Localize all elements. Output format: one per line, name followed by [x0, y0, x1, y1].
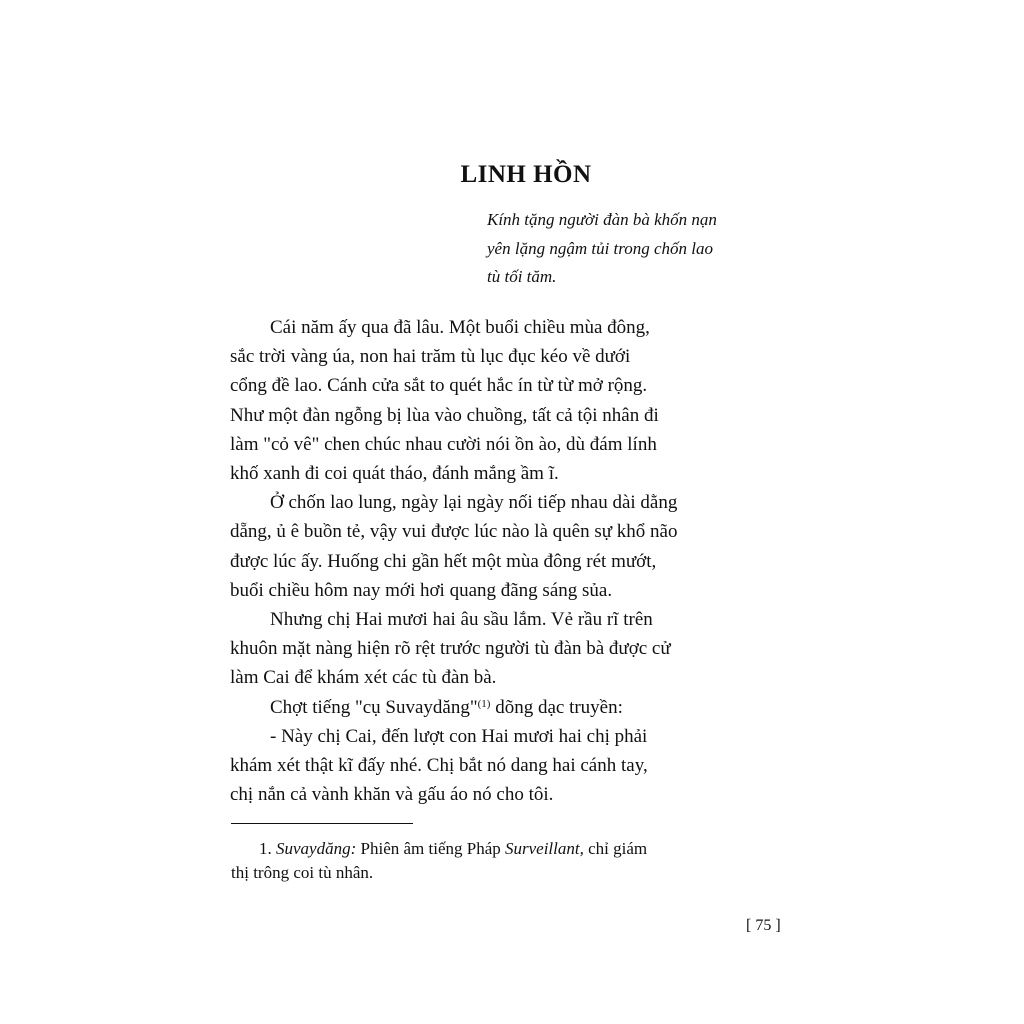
paragraph-line: chị nắn cả vành khăn và gấu áo nó cho tôi. — [230, 784, 554, 806]
epigraph — [487, 206, 827, 292]
paragraph-line: Như một đàn ngỗng bị lùa vào chuồng, tất cả tội nhân đi — [230, 404, 659, 426]
paragraph-line: - Này chị Cai, đến lượt con Hai mươi hai chị phải — [270, 725, 648, 747]
paragraph-line: được lúc ấy. Huống chi gần hết một mùa đông rét mướt, — [230, 550, 657, 572]
paragraph-line: khố xanh đi coi quát tháo, đánh mắng ầm ĩ. — [230, 463, 559, 485]
paragraph-line: làm Cai để khám xét các tù đàn bà. — [230, 667, 497, 689]
chapter-title: LINH HỒN — [460, 160, 592, 188]
footnote-marker: (1) — [477, 697, 491, 710]
epigraph-line: Kính tặng người đàn bà khốn nạn — [487, 210, 717, 229]
paragraph-line: Ở chốn lao lung, ngày lại ngày nối tiếp nhau dài dằng — [270, 492, 678, 514]
footnote-text: Phiên âm tiếng Pháp — [356, 839, 505, 858]
footnote-line: thị trông coi tù nhân. — [231, 863, 374, 882]
line-text: Chợt tiếng "cụ Suvaydăng" — [270, 696, 478, 718]
footnote-text: chỉ giám — [583, 839, 648, 858]
paragraph-line: cổng đề lao. Cánh cửa sắt to quét hắc ín từ từ mở rộng. — [230, 375, 648, 397]
paragraph-line — [230, 693, 810, 722]
footnote-number: 1. — [259, 839, 272, 858]
footnote-divider — [231, 823, 413, 824]
paragraph-line: Nhưng chị Hai mươi hai âu sầu lắm. Vẻ rầu rĩ trên — [270, 609, 653, 631]
epigraph-line: yên lặng ngậm tủi trong chốn lao — [487, 238, 714, 258]
footnote-line — [231, 837, 811, 861]
epigraph-line: tù tối tăm. — [487, 267, 557, 286]
paragraph-line: dẵng, ủ ê buồn tẻ, vậy vui được lúc nào là quên sự khổ não — [230, 521, 678, 543]
paragraph-line: khuôn mặt nàng hiện rõ rệt trước người tù đàn bà được cử — [230, 638, 671, 660]
footnote — [231, 837, 811, 885]
page-number: [ 75 ] — [746, 917, 781, 934]
footnote-term-french: Surveillant, — [505, 839, 584, 858]
paragraph-line: khám xét thật kĩ đấy nhé. Chị bắt nó dang hai cánh tay, — [230, 755, 648, 777]
paragraph-line: làm "cỏ vê" chen chúc nhau cười nói ồn ào, dù đám lính — [230, 433, 657, 455]
paragraph-line: Cái năm ấy qua đã lâu. Một buổi chiều mùa đông, — [270, 317, 650, 338]
body-text — [230, 313, 810, 809]
paragraph-line: buổi chiều hôm nay mới hơi quang đãng sáng sủa. — [230, 579, 613, 601]
line-text: dõng dạc truyền: — [490, 696, 623, 718]
footnote-term: Suvaydăng: — [276, 839, 357, 858]
paragraph-line: sắc trời vàng úa, non hai trăm tù lục đục kéo về dưới — [230, 346, 631, 368]
